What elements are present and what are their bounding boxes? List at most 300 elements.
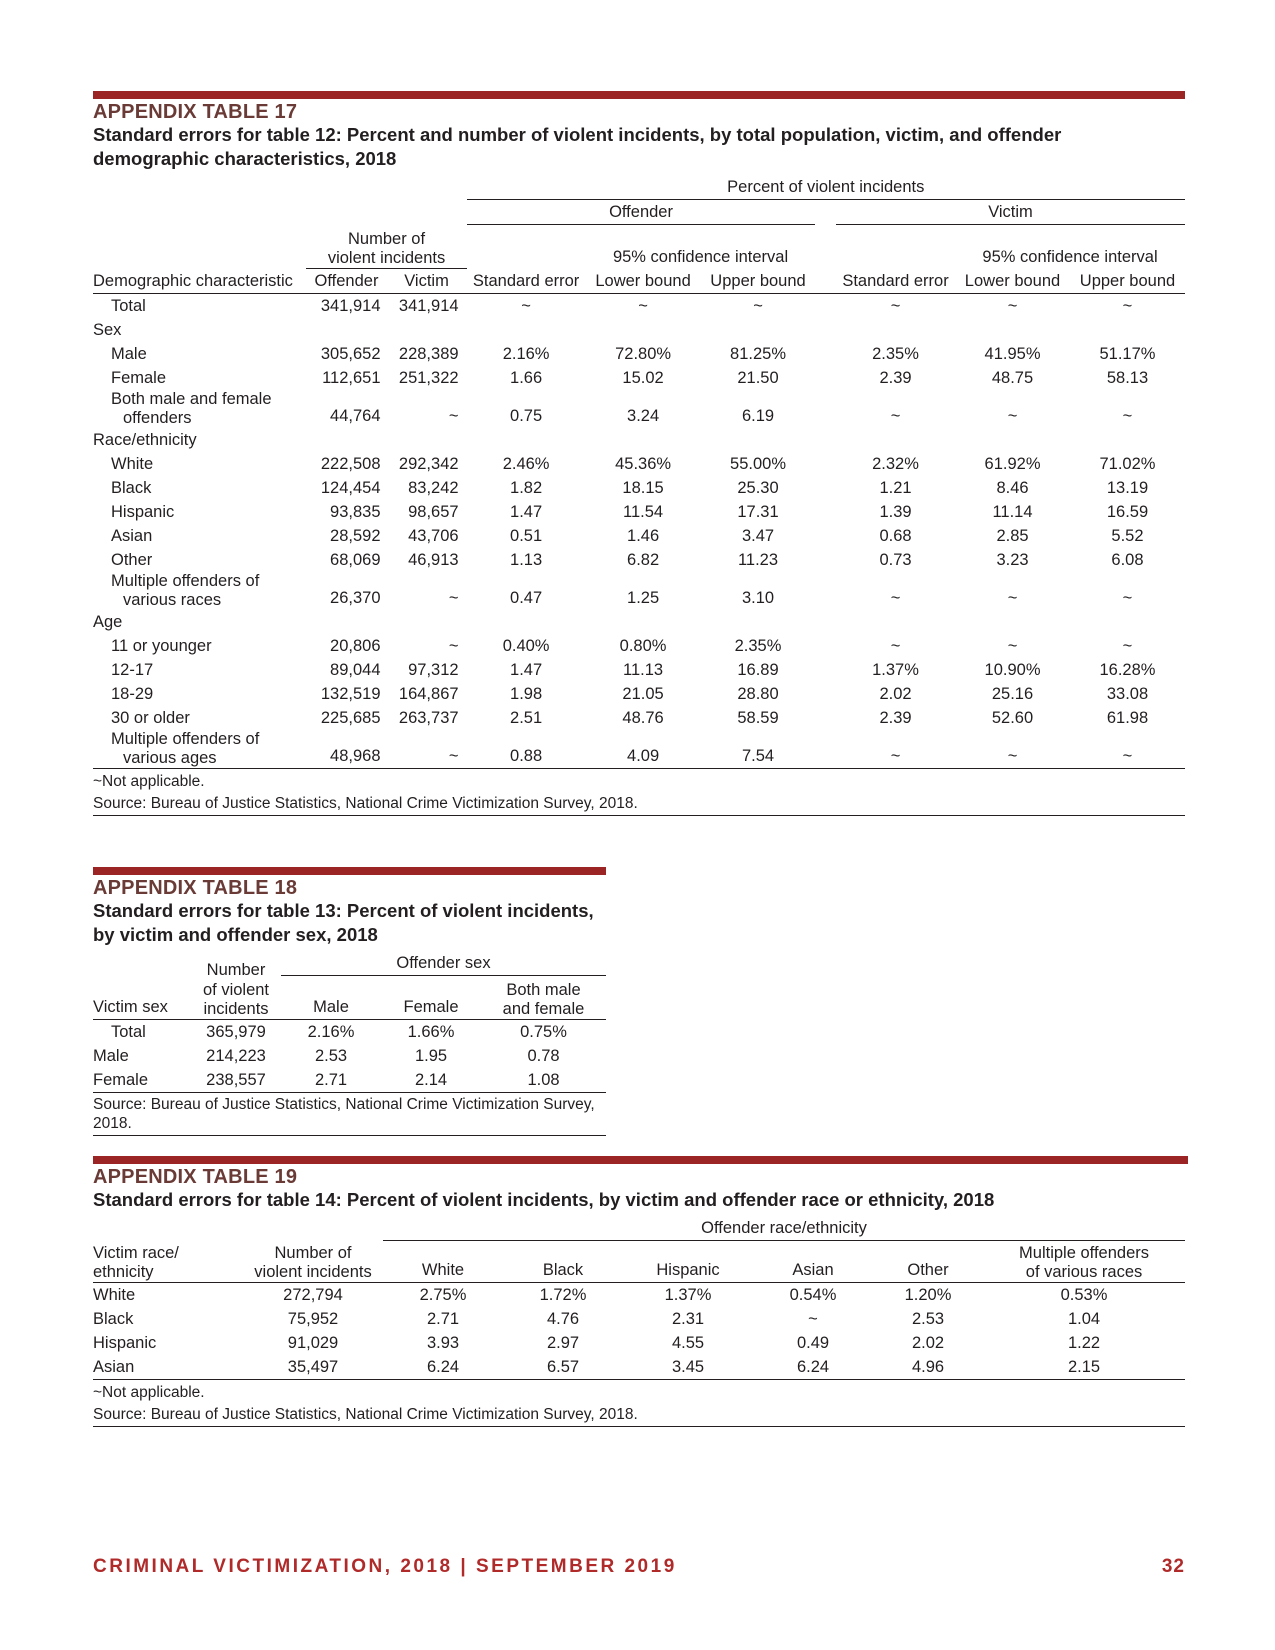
table-cell: 2.14 <box>381 1068 481 1093</box>
table-18-source <box>93 1095 606 1136</box>
t19-col-number-line2: violent incidents <box>254 1263 372 1281</box>
table-19-grid <box>93 1216 1185 1380</box>
table-cell: 2.16% <box>307 1023 355 1041</box>
t18-header-number-line2: of violent <box>202 981 270 999</box>
t18-header-number <box>191 951 281 980</box>
table-cell: 43,706 <box>408 527 459 545</box>
table-cell: 11.14 <box>992 503 1033 521</box>
table-cell: ~ <box>448 589 459 607</box>
table-row <box>93 548 1185 572</box>
table-cell: 305,652 <box>320 345 381 363</box>
t19-col-multiple-line2: of various races <box>1025 1263 1143 1281</box>
gap-cell <box>815 548 836 572</box>
table-cell: 2.53 <box>314 1047 348 1065</box>
col-demographic-characteristic: Demographic characteristic <box>93 269 306 294</box>
table-cell: ~ <box>955 730 1070 769</box>
table-cell: 2.71 <box>281 1068 381 1093</box>
table-cell: 2.85 <box>996 527 1029 545</box>
gap-cell <box>815 342 836 366</box>
table-row <box>93 682 1185 706</box>
table-cell: ~ <box>448 407 459 425</box>
table-cell: ~ <box>1007 407 1018 425</box>
header-percent-of-violent-incidents: Percent of violent incidents <box>467 175 1185 200</box>
table-cell: ~ <box>1122 637 1133 655</box>
table-cell: ~ <box>890 589 901 607</box>
table-cell: 2.31 <box>671 1310 705 1328</box>
table-cell: 3.45 <box>623 1355 753 1380</box>
table-cell: ~ <box>890 637 901 655</box>
table-cell: 0.40% <box>502 637 550 655</box>
table-cell: 1.82 <box>510 479 543 497</box>
table-cell: 6.24 <box>383 1355 503 1380</box>
row-label: White <box>93 1286 136 1304</box>
table-cell: 2.02 <box>879 685 912 703</box>
table-cell: ~ <box>890 407 901 425</box>
gap-cell <box>815 706 836 730</box>
table-cell: 35,497 <box>243 1355 383 1380</box>
table-cell: ~ <box>1122 407 1133 425</box>
table-cell: 16.89 <box>737 661 779 679</box>
table-cell: 3.24 <box>627 407 660 425</box>
table-cell: 61.98 <box>1106 709 1149 727</box>
table-cell: 112,651 <box>322 369 381 387</box>
gap-cell <box>815 524 836 548</box>
table-row <box>93 1020 606 1045</box>
table-cell: 228,389 <box>398 345 459 363</box>
row-label <box>93 730 306 769</box>
t19-col-white: White <box>383 1241 503 1283</box>
table-cell: 1.47 <box>510 503 543 521</box>
table-cell: ~ <box>1007 637 1018 655</box>
gap-cell <box>815 366 836 390</box>
table-18-title-line1: Standard errors for table 13: Percent of violent incidents, <box>93 900 594 921</box>
table-row <box>93 342 1185 366</box>
table-cell: 28,592 <box>330 527 381 545</box>
table-cell: 0.47 <box>510 589 543 607</box>
t18-col-number <box>191 980 281 1020</box>
table-cell: 3.47 <box>741 527 775 545</box>
table-cell: 238,557 <box>191 1068 281 1093</box>
row-label: Male <box>111 345 147 363</box>
gap-cell <box>815 572 836 610</box>
table-cell: 6.24 <box>753 1355 873 1380</box>
table-cell: 1.39 <box>879 503 912 521</box>
t18-col-both-line1: Both male <box>506 981 581 999</box>
table-19-label: APPENDIX TABLE 19 <box>93 1166 298 1188</box>
t19-col-multiple <box>983 1241 1185 1283</box>
table-cell: 93,835 <box>330 503 381 521</box>
t18-col-male: Male <box>281 980 381 1020</box>
table-cell: 2.32% <box>872 455 919 473</box>
table-cell: 4.55 <box>671 1334 705 1352</box>
gap-cell <box>815 634 836 658</box>
table-cell: 7.54 <box>701 730 816 769</box>
t19-col-victim-race-line2: ethnicity <box>93 1263 154 1281</box>
table-cell: 48.76 <box>622 709 664 727</box>
table-18-source-line1: Source: Bureau of Justice Statistics, National Crime Victimization Survey, <box>93 1096 595 1113</box>
table-cell: 6.57 <box>503 1355 623 1380</box>
table-cell: 251,322 <box>398 369 459 387</box>
table-cell: 3.10 <box>741 589 775 607</box>
header-number-of-violent-incidents <box>306 225 466 269</box>
table-row <box>93 1044 606 1068</box>
t18-header-offender-sex: Offender sex <box>281 951 606 976</box>
table-cell: ~ <box>521 297 531 315</box>
table-18-label: APPENDIX TABLE 18 <box>93 877 298 899</box>
table-17-grid <box>93 175 1185 769</box>
table-cell: 2.46% <box>502 455 550 473</box>
table-row <box>93 524 1185 548</box>
col-offender-standard-error: Standard error <box>467 269 586 294</box>
row-label: Asian <box>93 1355 243 1380</box>
row-label: Other <box>111 551 153 569</box>
table-cell: ~ <box>1007 589 1018 607</box>
table-cell: 97,312 <box>408 661 459 679</box>
row-label: 30 or older <box>111 709 190 727</box>
table-19-accent-bar <box>93 1156 1188 1164</box>
row-label: Male <box>93 1047 129 1065</box>
table-cell: 3.23 <box>996 551 1029 569</box>
table-row <box>93 634 1185 658</box>
table-cell: 0.88 <box>467 730 586 769</box>
table-cell: 2.02 <box>911 1334 945 1352</box>
row-label: Female <box>93 1068 191 1093</box>
table-row <box>93 658 1185 682</box>
col-victim-number: Victim <box>387 269 467 294</box>
appendix-table-18 <box>93 867 606 1136</box>
table-cell: 2.71 <box>426 1310 460 1328</box>
row-label <box>93 390 306 428</box>
table-row <box>93 572 1185 610</box>
table-cell: 4.76 <box>546 1310 580 1328</box>
table-cell: 1.98 <box>510 685 543 703</box>
row-label: White <box>111 455 154 473</box>
table-cell: 272,794 <box>283 1286 343 1304</box>
table-cell: 0.80% <box>619 637 667 655</box>
header-offender: Offender <box>467 200 816 225</box>
table-cell: 4.96 <box>873 1355 983 1380</box>
table-cell: 28.80 <box>737 685 779 703</box>
page-footer <box>93 1556 1185 1586</box>
table-19-body <box>93 1283 1185 1380</box>
table-cell: 2.35% <box>872 345 919 363</box>
gap-cell <box>815 658 836 682</box>
header-offender-ci: 95% confidence interval <box>612 247 789 266</box>
table-cell: 0.51 <box>510 527 543 545</box>
table-19-source: Source: Bureau of Justice Statistics, National Crime Victimization Survey, 2018. <box>93 1404 1185 1427</box>
col-offender-upper-bound: Upper bound <box>701 269 816 294</box>
table-cell: 68,069 <box>330 551 381 569</box>
t18-header-number-line1: Number <box>206 960 266 979</box>
table-19-note: ~Not applicable. <box>93 1384 205 1401</box>
row-label-line1: Both male and female <box>111 390 272 408</box>
table-cell: 15.02 <box>622 369 664 387</box>
table-cell: 6.82 <box>627 551 660 569</box>
t18-col-female: Female <box>381 980 481 1020</box>
row-label-line1: Multiple offenders of <box>111 730 260 748</box>
t18-header-number-line3: incidents <box>203 1000 269 1018</box>
col-victim-upper-bound: Upper bound <box>1070 269 1185 294</box>
table-cell: 365,979 <box>206 1023 266 1041</box>
table-cell: 71.02% <box>1099 455 1156 473</box>
table-cell: 1.66 <box>510 369 543 387</box>
table-cell: 4.09 <box>586 730 701 769</box>
table-17-body <box>93 294 1185 769</box>
table-cell: 26,370 <box>330 589 381 607</box>
t18-col-both-line2: and female <box>502 1000 585 1018</box>
table-cell: 58.59 <box>737 709 779 727</box>
table-cell: 2.35% <box>734 637 782 655</box>
table-cell: 48.75 <box>991 369 1034 387</box>
table-row <box>93 390 1185 428</box>
table-cell: 0.75% <box>520 1023 567 1041</box>
table-cell: 81.25% <box>730 345 786 363</box>
gap-cell <box>815 500 836 524</box>
table-cell: 0.78 <box>527 1047 560 1065</box>
col-offender-number: Offender <box>306 269 386 294</box>
table-cell: 341,914 <box>398 297 459 315</box>
t18-col-both <box>481 980 606 1020</box>
table-cell: 0.54% <box>789 1286 837 1304</box>
gap-cell <box>815 452 836 476</box>
gap-cell <box>815 390 836 428</box>
t19-col-black: Black <box>503 1241 623 1283</box>
table-17-title-line1: Standard errors for table 12: Percent and number of violent incidents, by total population, victim, and offender <box>93 124 1062 145</box>
table-cell: 2.15 <box>983 1355 1185 1380</box>
t19-col-multiple-line1: Multiple offenders <box>1019 1244 1149 1262</box>
header-victim: Victim <box>836 200 1185 225</box>
table-cell: 2.75% <box>419 1286 467 1304</box>
table-18-source-line2: 2018. <box>93 1115 132 1132</box>
table-row <box>93 1355 1185 1380</box>
table-cell: 11.23 <box>737 551 779 569</box>
table-row <box>93 294 1185 319</box>
table-cell: 21.50 <box>737 369 779 387</box>
t19-col-number-line1: Number of <box>274 1244 352 1262</box>
table-cell: 1.47 <box>510 661 543 679</box>
table-row <box>93 1283 1185 1308</box>
table-row <box>93 1068 606 1093</box>
table-cell: 1.37% <box>664 1286 712 1304</box>
table-cell: ~ <box>753 297 763 315</box>
table-cell: 2.53 <box>911 1310 945 1328</box>
table-18-title-line2: by victim and offender sex, 2018 <box>93 924 378 945</box>
page-number: 32 <box>1161 1556 1185 1577</box>
table-cell: ~ <box>808 1310 818 1328</box>
table-cell: 98,657 <box>408 503 459 521</box>
table-cell: 72.80% <box>615 345 672 363</box>
table-row <box>93 706 1185 730</box>
table-cell: 33.08 <box>1106 685 1149 703</box>
table-row <box>93 452 1185 476</box>
table-cell: 1.13 <box>510 551 543 569</box>
col-offender-lower-bound: Lower bound <box>586 269 701 294</box>
table-cell: 1.95 <box>414 1047 448 1065</box>
row-label-line2: various ages <box>123 749 217 767</box>
table-row <box>93 476 1185 500</box>
table-cell: 46,913 <box>408 551 459 569</box>
table-cell: ~ <box>448 637 459 655</box>
table-cell: 2.16% <box>502 345 550 363</box>
header-number-line1: Number of <box>348 230 426 248</box>
table-row <box>93 1307 1185 1331</box>
table-cell: 16.28% <box>1099 661 1156 679</box>
table-18-grid <box>93 951 606 1093</box>
section-label: Race/ethnicity <box>93 431 197 449</box>
row-label: Total <box>111 1023 146 1041</box>
table-cell: 1.72% <box>539 1286 587 1304</box>
table-row <box>93 730 1185 769</box>
table-cell: ~ <box>836 730 955 769</box>
table-cell: 1.04 <box>1067 1310 1101 1328</box>
table-cell: ~ <box>1122 297 1133 315</box>
section-label: Age <box>93 613 123 631</box>
table-cell: 52.60 <box>991 709 1034 727</box>
row-label: Total <box>111 297 146 315</box>
table-cell: 2.39 <box>879 369 912 387</box>
table-cell: 164,867 <box>398 685 459 703</box>
table-cell: 20,806 <box>330 637 381 655</box>
table-row <box>93 500 1185 524</box>
table-cell: 132,519 <box>320 685 381 703</box>
table-cell: 1.25 <box>627 589 660 607</box>
table-cell: ~ <box>638 297 648 315</box>
table-19-title-line1: Standard errors for table 14: Percent of violent incidents, by victim and offender race or ethnicity, 2018 <box>93 1189 995 1210</box>
table-cell: 75,952 <box>287 1310 339 1328</box>
row-label: 18-29 <box>111 685 154 703</box>
row-label: Female <box>111 369 167 387</box>
table-cell: 263,737 <box>398 709 459 727</box>
header-victim-ci: 95% confidence interval <box>982 247 1158 266</box>
table-cell: ~ <box>1007 297 1018 315</box>
table-cell: 0.53% <box>1060 1286 1108 1304</box>
table-cell: ~ <box>890 297 901 315</box>
table-cell: 222,508 <box>320 455 381 473</box>
row-label: 11 or younger <box>111 637 212 655</box>
table-cell: 1.46 <box>627 527 660 545</box>
table-cell: 6.08 <box>1111 551 1144 569</box>
footer-publication-title: CRIMINAL VICTIMIZATION, 2018 | SEPTEMBER 2019 <box>93 1556 677 1577</box>
row-label <box>93 572 306 610</box>
row-label: 12-17 <box>111 661 154 679</box>
table-cell: 61.92% <box>984 455 1041 473</box>
appendix-table-19 <box>93 1156 1188 1427</box>
row-label-line1: Multiple offenders of <box>111 572 260 590</box>
table-cell: 0.68 <box>879 527 912 545</box>
t19-col-victim-race <box>93 1241 243 1283</box>
table-cell: 45.36% <box>615 455 672 473</box>
t19-header-offender-race: Offender race/ethnicity <box>383 1216 1185 1241</box>
table-18-accent-bar <box>93 867 606 875</box>
table-cell: 0.73 <box>879 551 912 569</box>
table-cell: 6.19 <box>741 407 775 425</box>
table-cell: 1.21 <box>879 479 912 497</box>
table-cell: 25.30 <box>737 479 779 497</box>
table-cell: 10.90% <box>984 661 1041 679</box>
table-cell: ~ <box>1122 589 1133 607</box>
table-cell: ~ <box>387 730 467 769</box>
table-cell: 51.17% <box>1099 345 1156 363</box>
table-cell: 1.20% <box>904 1286 952 1304</box>
table-cell: 1.22 <box>1067 1334 1101 1352</box>
table-18-body <box>93 1020 606 1093</box>
table-cell: ~ <box>1070 730 1185 769</box>
section-row <box>93 610 1185 634</box>
table-17-accent-bar <box>93 91 1185 99</box>
table-cell: 2.39 <box>879 709 912 727</box>
table-cell: 225,685 <box>320 709 381 727</box>
section-row <box>93 428 1185 452</box>
section-label: Sex <box>93 321 122 339</box>
table-cell: 25.16 <box>991 685 1034 703</box>
table-17-note: ~Not applicable. <box>93 773 205 790</box>
row-label: Black <box>111 479 152 497</box>
table-cell: 16.59 <box>1106 503 1149 521</box>
table-row <box>93 1331 1185 1355</box>
table-cell: 83,242 <box>408 479 459 497</box>
row-label: Hispanic <box>93 1334 157 1352</box>
table-cell: 91,029 <box>287 1334 339 1352</box>
table-row <box>93 366 1185 390</box>
table-cell: 58.13 <box>1106 369 1149 387</box>
table-cell: 41.95% <box>984 345 1041 363</box>
table-cell: 11.13 <box>623 661 664 679</box>
table-cell: 8.46 <box>996 479 1029 497</box>
table-cell: 0.75 <box>510 407 543 425</box>
t18-col-victim-sex: Victim sex <box>93 980 191 1020</box>
col-victim-standard-error: Standard error <box>836 269 955 294</box>
row-label: Asian <box>111 527 153 545</box>
table-cell: 3.93 <box>426 1334 460 1352</box>
col-victim-lower-bound: Lower bound <box>955 269 1070 294</box>
table-cell: 292,342 <box>398 455 459 473</box>
t19-col-victim-race-line1: Victim race/ <box>93 1244 179 1262</box>
table-cell: 214,223 <box>206 1047 266 1065</box>
table-cell: 44,764 <box>330 407 381 425</box>
row-label-line2: offenders <box>123 409 192 427</box>
gap-cell <box>815 476 836 500</box>
table-cell: 2.97 <box>546 1334 580 1352</box>
gap-cell <box>815 682 836 706</box>
table-cell: 55.00% <box>730 455 786 473</box>
gap-cell <box>815 294 836 319</box>
gap-cell <box>815 730 836 769</box>
row-label: Black <box>93 1310 134 1328</box>
t19-col-hispanic: Hispanic <box>623 1241 753 1283</box>
table-cell: 1.08 <box>481 1068 606 1093</box>
table-cell: 2.51 <box>510 709 543 727</box>
t19-col-other: Other <box>873 1241 983 1283</box>
table-cell: 1.66% <box>407 1023 455 1041</box>
table-cell: 124,454 <box>320 479 381 497</box>
table-cell: 48,968 <box>306 730 386 769</box>
table-cell: 89,044 <box>330 661 381 679</box>
table-cell: 11.54 <box>623 503 664 521</box>
table-cell: 13.19 <box>1106 479 1149 497</box>
header-number-line2: violent incidents <box>327 249 446 267</box>
appendix-table-17 <box>93 91 1185 816</box>
row-label: Hispanic <box>111 503 175 521</box>
table-cell: 17.31 <box>737 503 779 521</box>
table-cell: 1.37% <box>872 661 919 679</box>
section-row <box>93 318 1185 342</box>
table-17-title-line2: demographic characteristics, 2018 <box>93 148 397 169</box>
table-cell: 5.52 <box>1111 527 1144 545</box>
table-cell: 21.05 <box>622 685 664 703</box>
table-cell: 0.49 <box>796 1334 830 1352</box>
t19-col-number <box>243 1241 383 1283</box>
row-label-line2: various races <box>123 591 222 609</box>
